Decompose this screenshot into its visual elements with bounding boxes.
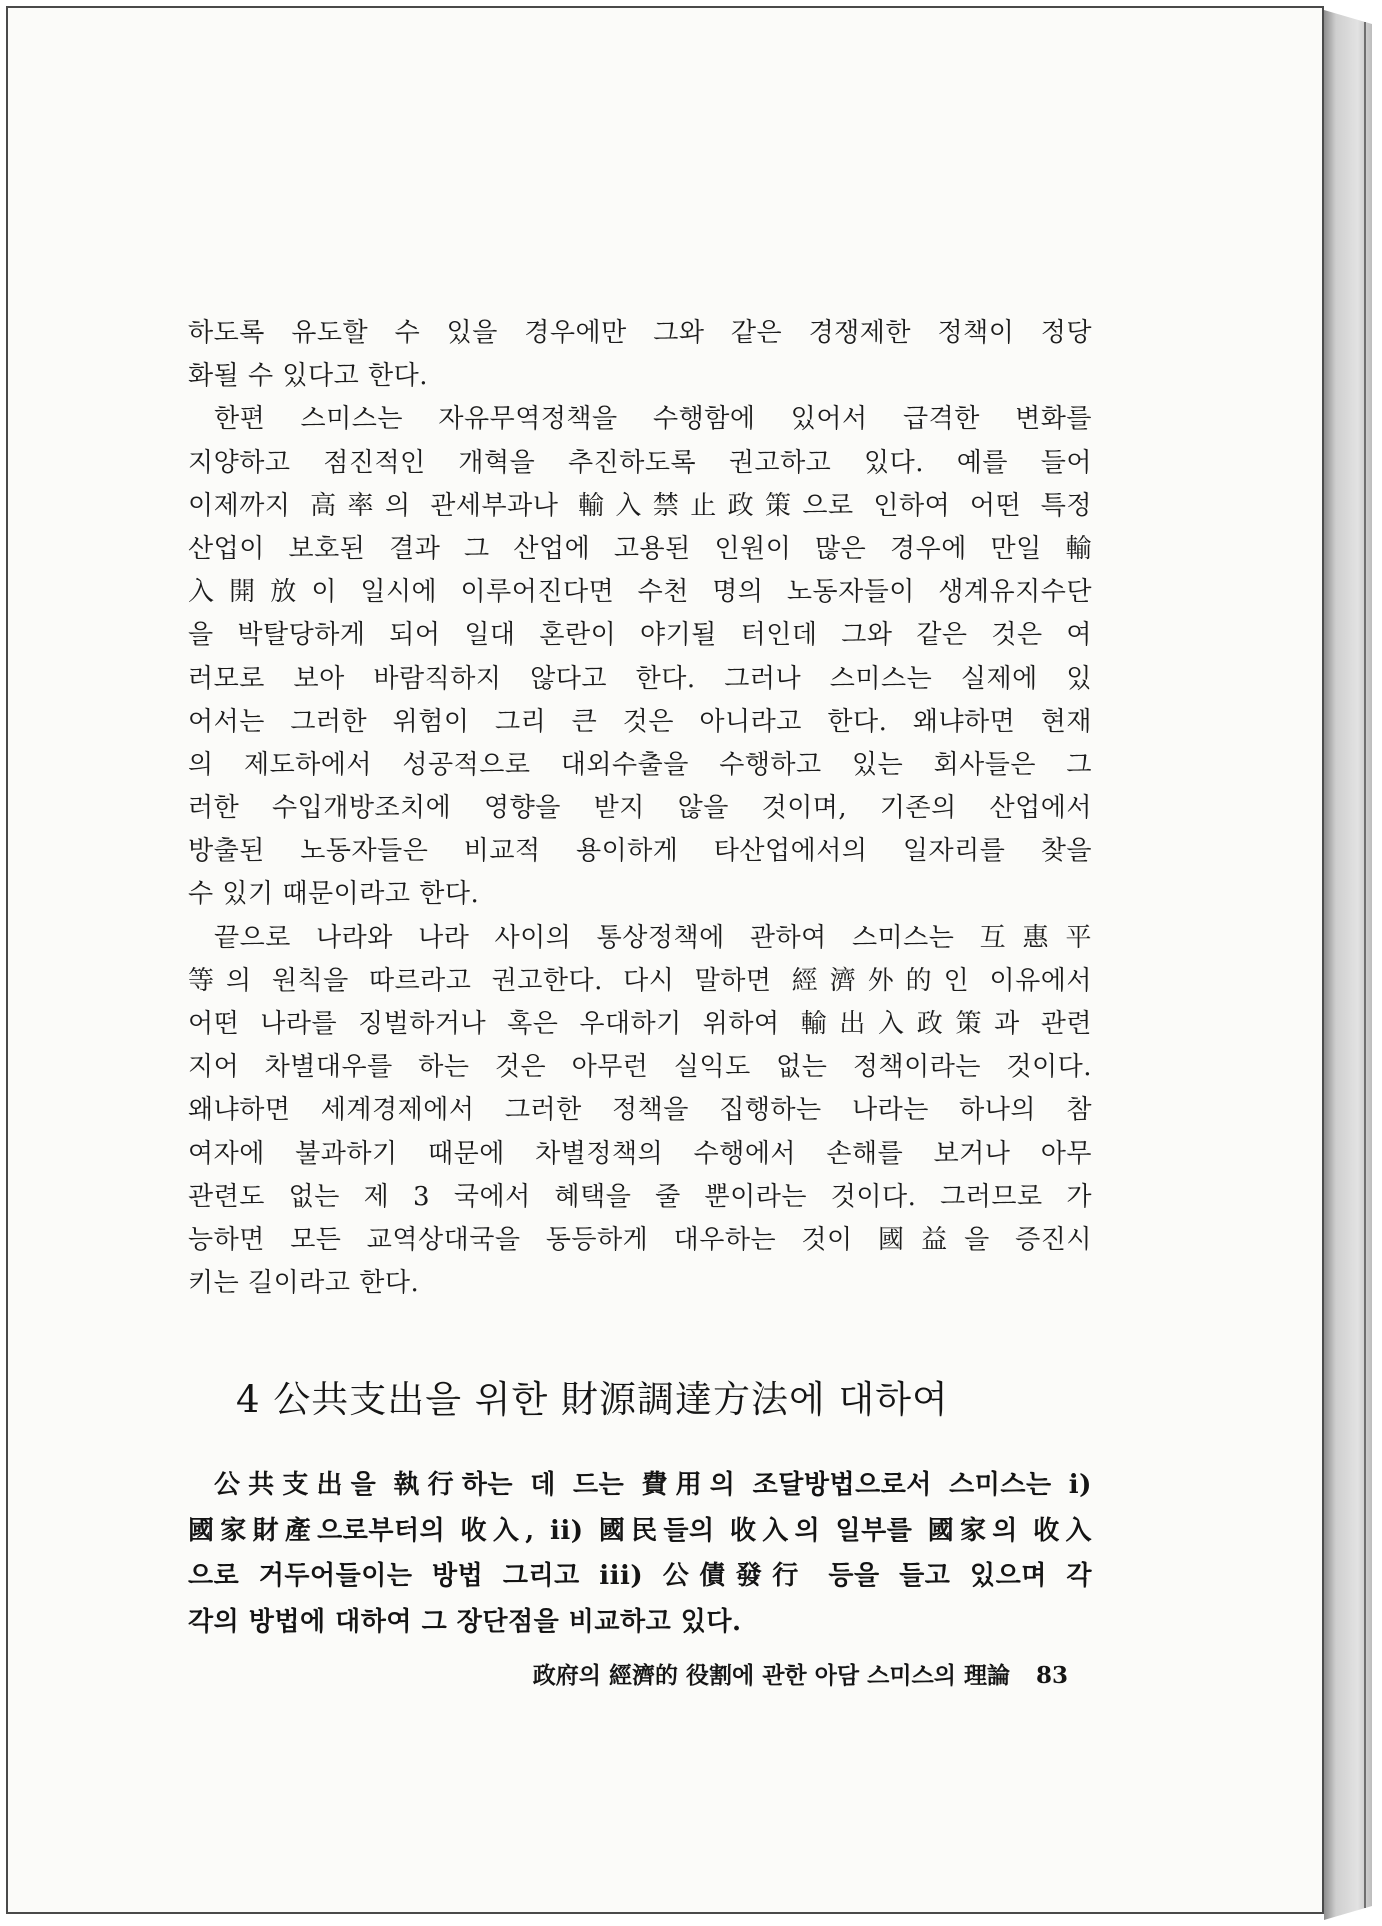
body-line-12: 러한 수입개방조치에 영향을 받지 않을 것이며, 기존의 산업에서: [188, 793, 1092, 824]
section-line-3: 으로 거두어들이는 방법 그리고 iii) 公債發行 등을 들고 있으며 각: [188, 1561, 1092, 1591]
body-line-2: 화될 수 있다고 한다.: [188, 361, 428, 392]
body-line-10: 어서는 그러한 위험이 그리 큰 것은 아니라고 한다. 왜냐하면 현재: [188, 706, 1092, 737]
body-line-9: 러모로 보아 바람직하지 않다고 한다. 그러나 스미스는 실제에 있: [188, 663, 1092, 694]
section-text: [188, 1463, 1092, 1645]
body-line-5: 이제까지 高率의 관세부과나 輸入禁止政策으로 인하여 어떤 특정: [188, 490, 1092, 521]
body-line-3: 한편 스미스는 자유무역정책을 수행함에 있어서 급격한 변화를: [214, 404, 1092, 435]
body-line-18: 지어 차별대우를 하는 것은 아무런 실익도 없는 정책이라는 것이다.: [188, 1052, 1092, 1083]
running-footer: [453, 1658, 1068, 1694]
body-line-23: 키는 길이라고 한다.: [188, 1268, 420, 1299]
running-footer-title: 政府의 經濟的 役割에 관한 아담 스미스의 理論: [532, 1662, 1010, 1689]
section-line-2: 國家財產으로부터의 收入, ii) 國民들의 收入의 일부를 國家의 收入: [188, 1515, 1092, 1546]
section-line-4: 각의 방법에 대하여 그 장단점을 비교하고 있다.: [188, 1606, 742, 1637]
page-number: 83: [1035, 1662, 1068, 1689]
body-line-16: 等의 원칙을 따르라고 권고한다. 다시 말하면 經濟外的인 이유에서: [188, 965, 1092, 996]
body-line-22: 능하면 모든 교역상대국을 동등하게 대우하는 것이 國益을 증진시: [188, 1224, 1092, 1255]
book-page: [6, 6, 1324, 1914]
body-line-21: 관련도 없는 제 3 국에서 혜택을 줄 뿐이라는 것이다. 그러므로 가: [188, 1181, 1092, 1212]
body-line-7: 入開放이 일시에 이루어진다면 수천 명의 노동자들이 생계유지수단: [188, 577, 1092, 608]
body-line-8: 을 박탈당하게 되어 일대 혼란이 야기될 터인데 그와 같은 것은 여: [188, 620, 1092, 651]
body-line-6: 산업이 보호된 결과 그 산업에 고용된 인원이 많은 경우에 만일 輸: [188, 533, 1092, 564]
body-line-4: 지양하고 점진적인 개혁을 추진하도록 권고하고 있다. 예를 들어: [188, 447, 1092, 478]
body-line-17: 어떤 나라를 징벌하거나 혹은 우대하기 위하여 輸出入政策과 관련: [188, 1009, 1092, 1039]
section-heading: 4 公共支出을 위한 財源調達方法에 대하여: [236, 1378, 949, 1421]
body-line-13: 방출된 노동자들은 비교적 용이하게 타산업에서의 일자리를 찾을: [188, 836, 1092, 867]
section-line-1: 公共支出을 執行하는 데 드는 費用의 조달방법으로서 스미스는 i): [214, 1470, 1092, 1500]
body-line-19: 왜냐하면 세계경제에서 그러한 정책을 집행하는 나라는 하나의 참: [188, 1095, 1092, 1126]
body-text: [188, 312, 1092, 1305]
body-line-11: 의 제도하에서 성공적으로 대외수출을 수행하고 있는 회사들은 그: [188, 749, 1092, 780]
body-line-15: 끝으로 나라와 나라 사이의 통상정책에 관하여 스미스는 互惠平: [214, 922, 1092, 953]
body-line-14: 수 있기 때문이라고 한다.: [188, 879, 480, 910]
body-line-1: 하도록 유도할 수 있을 경우에만 그와 같은 경쟁제한 정책이 정당: [188, 318, 1092, 348]
page-stack-edge-line: [1364, 22, 1366, 1908]
body-line-20: 여자에 불과하기 때문에 차별정책의 수행에서 손해를 보거나 아무: [188, 1138, 1092, 1169]
